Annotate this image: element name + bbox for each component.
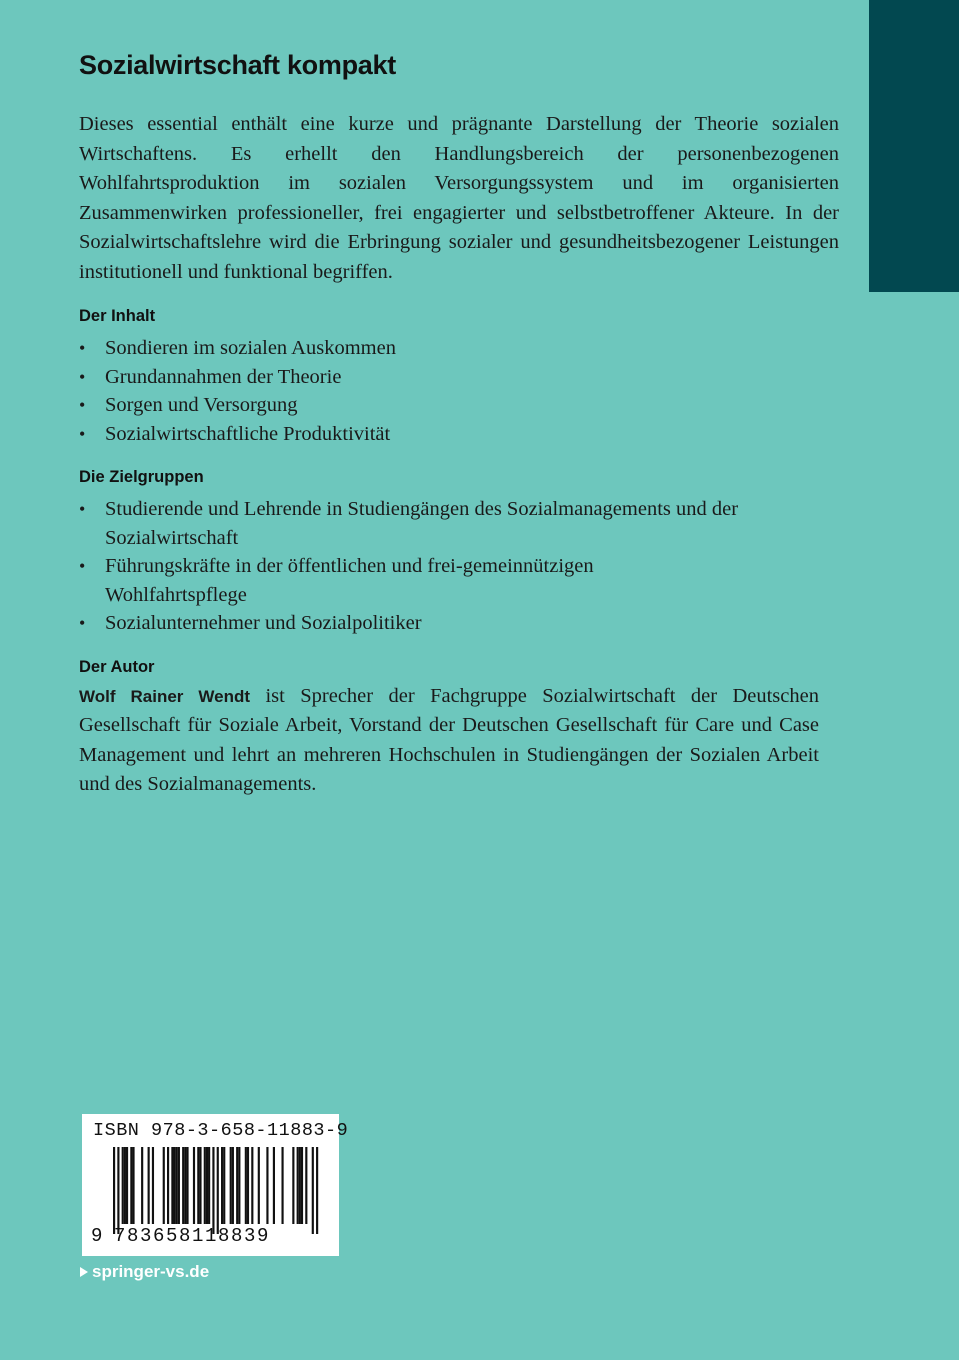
barcode-bar xyxy=(230,1147,232,1224)
barcode-bar xyxy=(178,1147,180,1224)
author-heading: Der Autor xyxy=(79,657,155,676)
audience-heading: Die Zielgruppen xyxy=(79,468,204,486)
barcode-bar xyxy=(130,1147,132,1224)
bullet-icon: • xyxy=(79,423,86,444)
barcode-bar xyxy=(148,1147,150,1224)
barcode-bar xyxy=(171,1147,173,1224)
barcode-bar xyxy=(152,1147,154,1224)
barcode-guard-bar xyxy=(217,1147,219,1234)
barcode-bar xyxy=(208,1147,210,1224)
publisher-link[interactable] xyxy=(80,1262,209,1282)
barcode-bar xyxy=(301,1147,303,1224)
bullet-icon: • xyxy=(79,613,86,633)
cover-side-band xyxy=(869,0,959,292)
barcode-bar xyxy=(184,1147,186,1224)
barcode-bar xyxy=(273,1147,275,1224)
ean-lead-digit: 9 xyxy=(91,1225,103,1247)
barcode-bar xyxy=(266,1147,268,1224)
list-item: • Sondieren im sozialen Auskommen xyxy=(79,334,839,363)
list-item: • Sozialwirtschaftliche Produktivität xyxy=(79,420,839,449)
bullet-icon: • xyxy=(79,556,86,576)
barcode-bar xyxy=(221,1147,223,1224)
barcode-bar xyxy=(236,1147,238,1224)
content-list xyxy=(79,334,839,448)
bullet-icon: • xyxy=(79,366,86,387)
barcode-bar xyxy=(197,1147,199,1224)
author-name: Wolf Rainer Wendt xyxy=(79,686,251,706)
bullet-icon: • xyxy=(79,338,86,358)
list-item: • Sorgen und Versorgung xyxy=(79,391,839,420)
barcode-bar xyxy=(238,1147,240,1224)
list-item: • Studierende und Lehrende in Studiengängen des Sozialmanagements und der Sozialwirtschaft xyxy=(79,495,759,552)
barcode-bar xyxy=(199,1147,201,1224)
barcode-guard-bar xyxy=(117,1147,119,1234)
barcode-bar xyxy=(132,1147,134,1224)
barcode-bar xyxy=(305,1147,307,1224)
barcode-bar xyxy=(281,1147,283,1224)
book-title: Sozialwirtschaft kompakt xyxy=(79,50,396,80)
barcode-bar xyxy=(124,1147,126,1224)
ean-digits: 783658118839 xyxy=(114,1225,271,1247)
barcode-bar xyxy=(204,1147,206,1224)
barcode-guard-bar xyxy=(316,1147,318,1234)
barcode-bar xyxy=(223,1147,225,1224)
barcode-bar xyxy=(297,1147,299,1224)
barcode-bar xyxy=(245,1147,247,1224)
author-bio: Wolf Rainer Wendt ist Sprecher der Fachgruppe Sozialwirtschaft der Deutschen Gesellschaft für Soziale Arbeit, Vorstand der Deutschen Gesellschaft für Care und Case Management und lehrt an mehreren Hochschulen in Studiengängen der Sozialen Arbeit und des Sozialmanagements. xyxy=(79,684,819,795)
barcode-guard-bar xyxy=(113,1147,115,1234)
barcode-guard-bar xyxy=(212,1147,214,1234)
intro-paragraph: Dieses essential enthält eine kurze und prägnante Darstellung der Theorie sozialen Wirtschaftens. Es erhellt den Handlungsbereich der personenbezogenen Wohlfahrtsproduktion im sozialen Versorgungssystem und im organisierten Zusammenwirken professioneller, frei engagierter und selbstbetroffener Akteure. In der Sozialwirtschaftslehre wird die Erbringung sozialer und gesundheitsbezogener Leistungen institutionell und funktional begriffen. xyxy=(79,113,839,283)
isbn-barcode xyxy=(82,1114,349,1256)
isbn-label: ISBN 978-3-658-11883-9 xyxy=(93,1120,349,1141)
publisher-link-text[interactable]: springer-vs.de xyxy=(92,1262,210,1281)
barcode-bar xyxy=(292,1147,294,1224)
barcode-bar xyxy=(173,1147,175,1224)
barcode-bar xyxy=(258,1147,260,1224)
bullet-icon: • xyxy=(79,395,86,415)
arrow-right-icon xyxy=(80,1267,88,1277)
barcode-bar xyxy=(182,1147,184,1224)
barcode-bar xyxy=(141,1147,143,1224)
barcode-bar xyxy=(186,1147,188,1224)
list-item: • Führungskräfte in der öffentlichen und frei-gemeinnützigen Wohlfahrtspflege xyxy=(79,552,759,609)
barcode-bar xyxy=(163,1147,165,1224)
barcode-bar xyxy=(122,1147,124,1224)
barcode-bar xyxy=(206,1147,208,1224)
list-item: • Sozialunternehmer und Sozialpolitiker xyxy=(79,609,759,638)
bullet-icon: • xyxy=(79,499,86,519)
barcode-bar xyxy=(167,1147,169,1224)
barcode-bar xyxy=(232,1147,234,1224)
list-item: • Grundannahmen der Theorie xyxy=(79,363,839,392)
barcode-bar xyxy=(176,1147,178,1224)
content-heading: Der Inhalt xyxy=(79,307,156,325)
audience-list xyxy=(79,495,759,638)
barcode-bar xyxy=(251,1147,253,1224)
back-cover-content xyxy=(79,40,839,800)
barcode-bar xyxy=(247,1147,249,1224)
barcode-bar xyxy=(126,1147,128,1224)
barcode-bar xyxy=(193,1147,195,1224)
barcode-guard-bar xyxy=(312,1147,314,1234)
barcode-bar xyxy=(299,1147,301,1224)
